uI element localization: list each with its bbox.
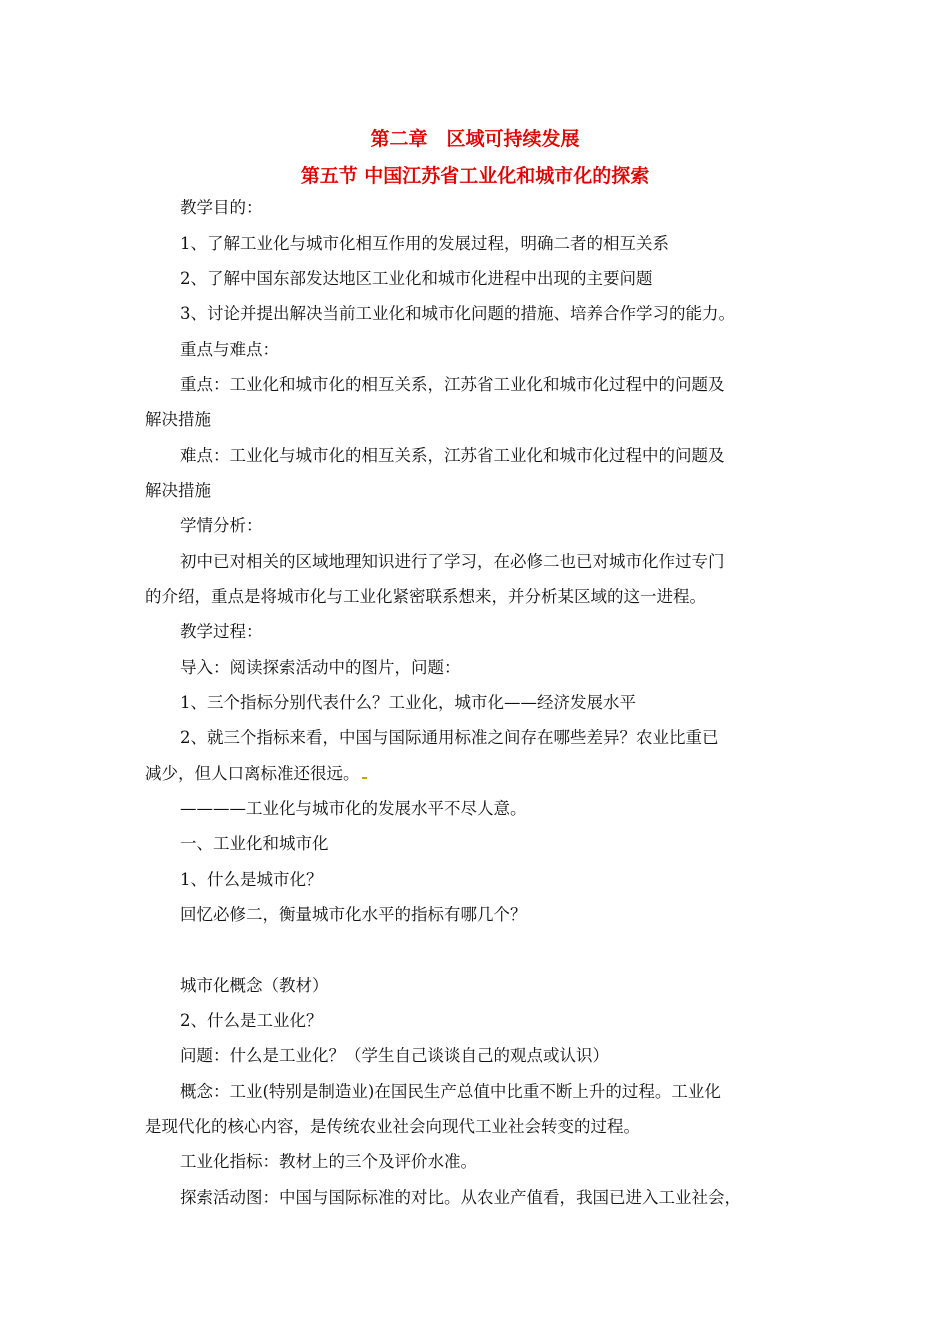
key-point-line-cont: 解决措施 [145,410,211,429]
key-point-line: 重点：工业化和城市化的相互关系，江苏省工业化和城市化过程中的问题及 [180,375,725,394]
teaching-goals-heading: 教学目的： [180,198,263,217]
concept-line-cont: 是现代化的核心内容，是传统农业社会向现代工业社会转变的过程。 [145,1117,640,1136]
goal-3: 3、讨论并提出解决当前工业化和城市化问题的措施、培养合作学习的能力。 [180,304,735,323]
intro-line: 导入：阅读探索活动中的图片，问题： [180,658,461,677]
subheading-industrialization: 2、什么是工业化？ [180,1011,323,1030]
difficulty-line-cont: 解决措施 [145,481,211,500]
goal-1: 1、了解工业化与城市化相互作用的发展过程，明确二者的相互关系 [180,234,669,253]
indicators-line: 工业化指标：教材上的三个及评价水准。 [180,1152,477,1171]
summary-line: ————工业化与城市化的发展水平不尽人意。 [180,799,527,818]
industrialization-question: 问题：什么是工业化？（学生自己谈谈自己的观点或认识） [180,1046,609,1065]
goal-2: 2、了解中国东部发达地区工业化和城市化进程中出现的主要问题 [180,269,653,288]
question-2-cont [145,763,807,785]
exploration-line: 探索活动图：中国与国际标准的对比。从农业产值看，我国已进入工业社会， [180,1188,741,1207]
learner-analysis-line-cont: 的介绍，重点是将城市化与工业化紧密联系想来，并分析某区域的这一进程。 [145,587,706,606]
learner-analysis-heading: 学情分析： [180,516,263,535]
review-question: 回忆必修二，衡量城市化水平的指标有哪几个？ [180,905,527,924]
learner-analysis-line: 初中已对相关的区域地理知识进行了学习，在必修二也已对城市化作过专门 [180,552,725,571]
urbanization-concept: 城市化概念（教材） [180,976,329,995]
section-heading-1: 一、工业化和城市化 [180,834,329,853]
question-2-cont-text: 减少，但人口离标准还很远。 [145,764,360,783]
concept-line: 概念：工业(特别是制造业)在国民生产总值中比重不断上升的过程。工业化 [180,1082,721,1101]
question-2: 2、就三个指标来看，中国与国际通用标准之间存在哪些差异？农业比重已 [180,728,719,747]
section-title: 第五节 中国江苏省工业化和城市化的探索 [300,165,650,187]
difficulty-line: 难点：工业化与城市化的相互关系，江苏省工业化和城市化过程中的问题及 [180,446,725,465]
teaching-process-heading: 教学过程： [180,622,263,641]
subheading-urbanization: 1、什么是城市化？ [180,870,323,889]
key-points-heading: 重点与难点： [180,340,279,359]
highlight-mark [362,777,367,779]
question-1: 1、三个指标分别代表什么？工业化，城市化——经济发展水平 [180,693,636,712]
chapter-title: 第二章 区域可持续发展 [370,128,580,150]
